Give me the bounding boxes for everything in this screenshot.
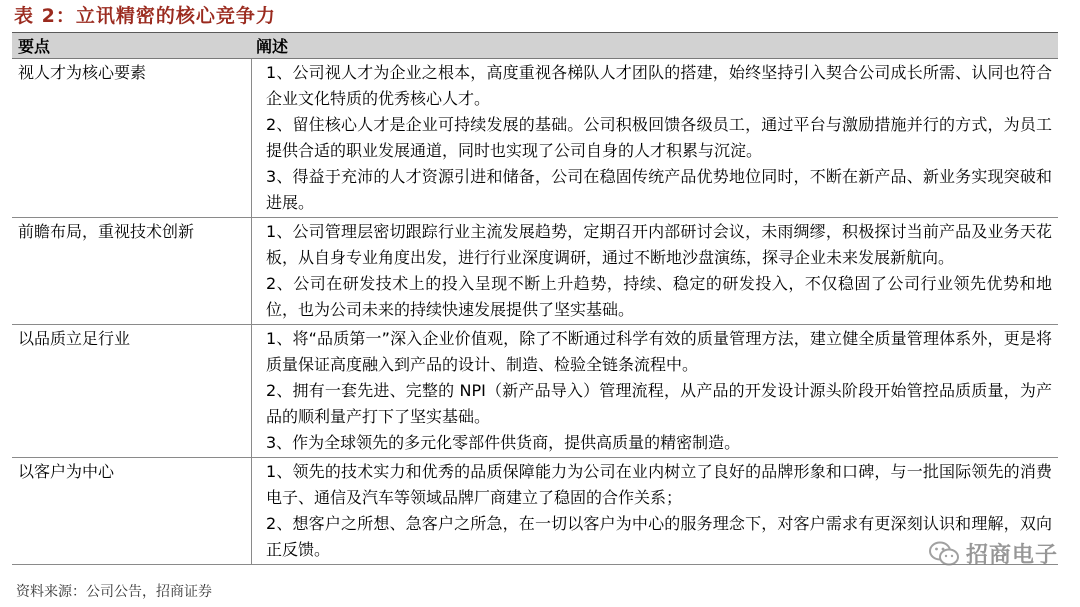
table-row bbox=[12, 59, 1058, 218]
row-point: 视人才为核心要素 bbox=[12, 59, 252, 217]
description-item: 3、得益于充沛的人才资源引进和储备，公司在稳固传统产品优势地位同时，不断在新产品、新业务实现突破和进展。 bbox=[266, 167, 1052, 212]
watermark-text: 招商电子 bbox=[965, 543, 1058, 568]
description-item: 1、公司管理层密切跟踪行业主流发展趋势，定期召开内部研讨会议，未雨绸缪，积极探讨当前产品及业务天花板，从自身专业角度出发，进行行业深度调研，通过不断地沙盘演练，探寻企业未来发展新航向。 bbox=[266, 222, 1052, 267]
description-item: 3、作为全球领先的多元化零部件供货商，提供高质量的精密制造。 bbox=[266, 433, 741, 452]
description-item: 2、留住核心人才是企业可持续发展的基础。公司积极回馈各级员工，通过平台与激励措施并行的方式，为员工提供合适的职业发展通道，同时也实现了公司自身的人才积累与沉淀。 bbox=[266, 115, 1052, 160]
table-row bbox=[12, 325, 1058, 458]
description-item: 2、拥有一套先进、完整的 NPI（新产品导入）管理流程，从产品的开发设计源头阶段开始管控品质质量，为产品的顺利量产打下了坚实基础。 bbox=[266, 381, 1052, 426]
competitiveness-table bbox=[12, 32, 1058, 565]
row-point: 前瞻布局，重视技术创新 bbox=[12, 218, 252, 324]
table-row bbox=[12, 458, 1058, 565]
description-item: 1、领先的技术实力和优秀的品质保障能力为公司在业内树立了良好的品牌形象和口碑，与一批国际领先的消费电子、通信及汽车等领域品牌厂商建立了稳固的合作关系； bbox=[266, 462, 1052, 507]
table-row bbox=[12, 218, 1058, 325]
description-item: 1、将“品质第一”深入企业价值观，除了不断通过科学有效的质量管理方法，建立健全质量管理体系外，更是将质量保证高度融入到产品的设计、制造、检验全链条流程中。 bbox=[266, 329, 1052, 374]
description-item: 2、想客户之所想、急客户之所急，在一切以客户为中心的服务理念下，对客户需求有更深刻认识和理解，双向正反馈。 bbox=[266, 514, 1052, 559]
description-item: 2、公司在研发技术上的投入呈现不断上升趋势，持续、稳定的研发投入，不仅稳固了公司行业领先优势和地位，也为公司未来的持续快速发展提供了坚实基础。 bbox=[266, 274, 1052, 319]
header-description: 阐述 bbox=[256, 37, 289, 56]
table-title: 表 2：立讯精密的核心竞争力 bbox=[14, 5, 276, 27]
row-description bbox=[252, 218, 1058, 324]
row-point: 以品质立足行业 bbox=[12, 325, 252, 457]
description-item: 1、公司视人才为企业之根本，高度重视各梯队人才团队的搭建，始终坚持引入契合公司成长所需、认同也符合企业文化特质的优秀核心人才。 bbox=[266, 63, 1052, 108]
row-description bbox=[252, 325, 1058, 457]
table-header bbox=[12, 33, 1058, 59]
row-point: 以客户为中心 bbox=[12, 458, 252, 564]
watermark bbox=[928, 538, 1058, 569]
header-point: 要点 bbox=[18, 37, 51, 56]
wechat-icon bbox=[928, 540, 960, 568]
row-description bbox=[252, 59, 1058, 217]
source-note: 资料来源：公司公告，招商证券 bbox=[16, 584, 212, 600]
